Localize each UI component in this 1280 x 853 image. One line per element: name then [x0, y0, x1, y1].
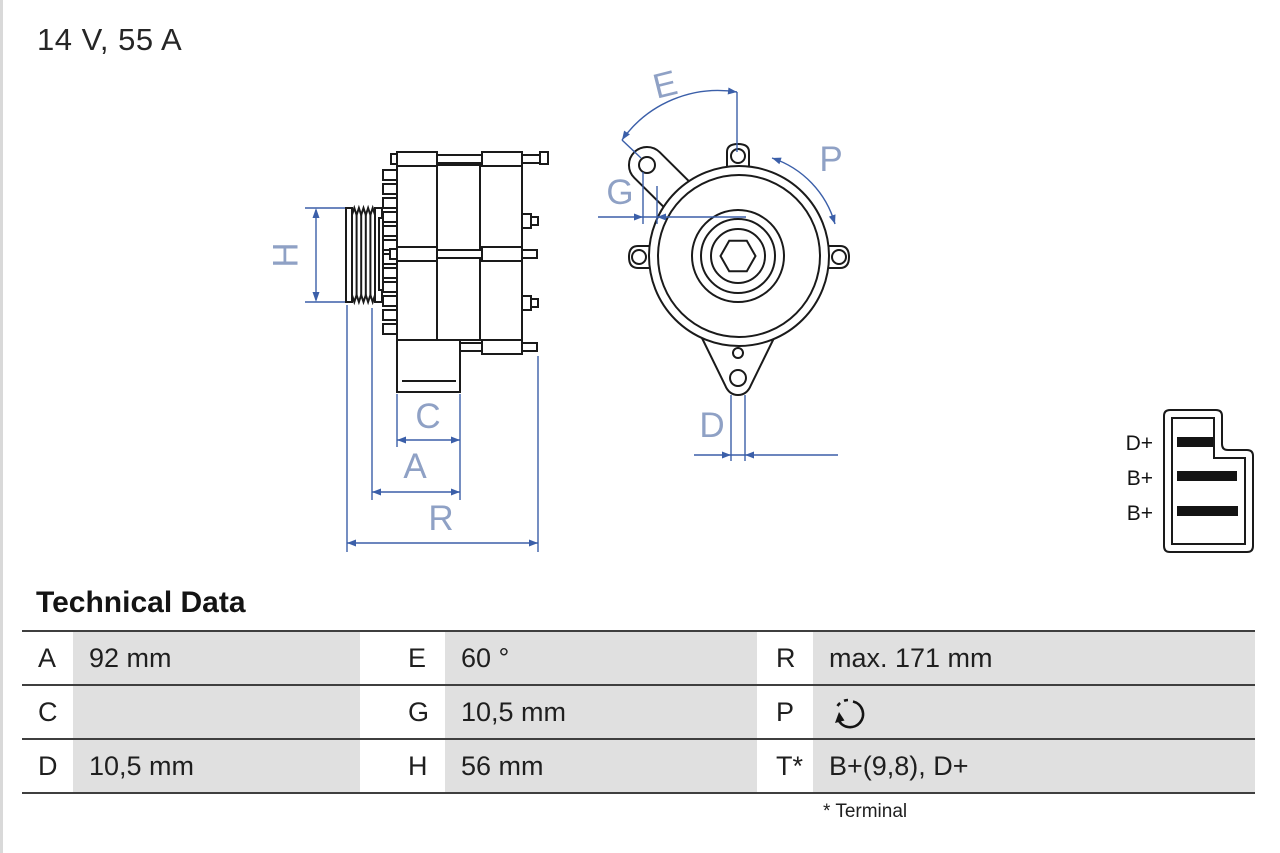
row-label: D — [22, 740, 73, 792]
row-label: H — [360, 740, 445, 792]
table-row — [22, 632, 1255, 686]
dim-label-h: H — [266, 242, 306, 268]
row-label: P — [757, 686, 813, 738]
footnote-terminal: * Terminal — [823, 801, 908, 822]
row-value — [813, 740, 1255, 792]
row-value — [73, 632, 360, 684]
row-value — [73, 686, 360, 738]
connector-pin-bar — [1177, 437, 1213, 447]
row-value-text: max. 171 mm — [829, 642, 993, 673]
side-view — [346, 152, 548, 392]
row-value-text: 60 ° — [461, 642, 510, 673]
row-value — [445, 686, 757, 738]
row-label: G — [360, 686, 445, 738]
connector-pin-bar — [1177, 471, 1237, 481]
dim-label-e: E — [649, 63, 682, 107]
table-title: Technical Data — [36, 586, 246, 619]
connector-diagram — [1126, 410, 1253, 552]
front-view — [629, 144, 849, 395]
rating-text: 14 V, 55 A — [37, 22, 183, 57]
row-value — [445, 740, 757, 792]
row-value-text: 10,5 mm — [461, 696, 567, 727]
dim-label-d: D — [699, 406, 725, 445]
dim-label-a: A — [403, 447, 427, 486]
row-value-text: 56 mm — [461, 750, 544, 781]
connector-pin-label: B+ — [1126, 467, 1153, 490]
row-value — [813, 632, 1255, 684]
row-label: C — [22, 686, 73, 738]
dim-label-p: P — [819, 140, 843, 179]
technical-data-table — [22, 630, 1255, 794]
row-value — [73, 740, 360, 792]
table-row — [22, 740, 1255, 794]
rotation-icon — [829, 692, 869, 732]
dim-label-c: C — [415, 397, 441, 436]
dim-label-r: R — [428, 499, 454, 538]
connector-pin-label: D+ — [1125, 432, 1153, 455]
row-value-text: B+(9,8), D+ — [829, 750, 969, 781]
row-label: R — [757, 632, 813, 684]
connector-pin-label: B+ — [1126, 502, 1153, 525]
row-label: A — [22, 632, 73, 684]
table-row — [22, 686, 1255, 740]
row-label: T* — [757, 740, 813, 792]
row-label: E — [360, 632, 445, 684]
row-value-text: 10,5 mm — [89, 750, 195, 781]
row-value — [813, 686, 1255, 738]
row-value-text: 92 mm — [89, 642, 172, 673]
dim-label-g: G — [606, 173, 634, 212]
connector-pin-bar — [1177, 506, 1238, 516]
row-value — [445, 632, 757, 684]
